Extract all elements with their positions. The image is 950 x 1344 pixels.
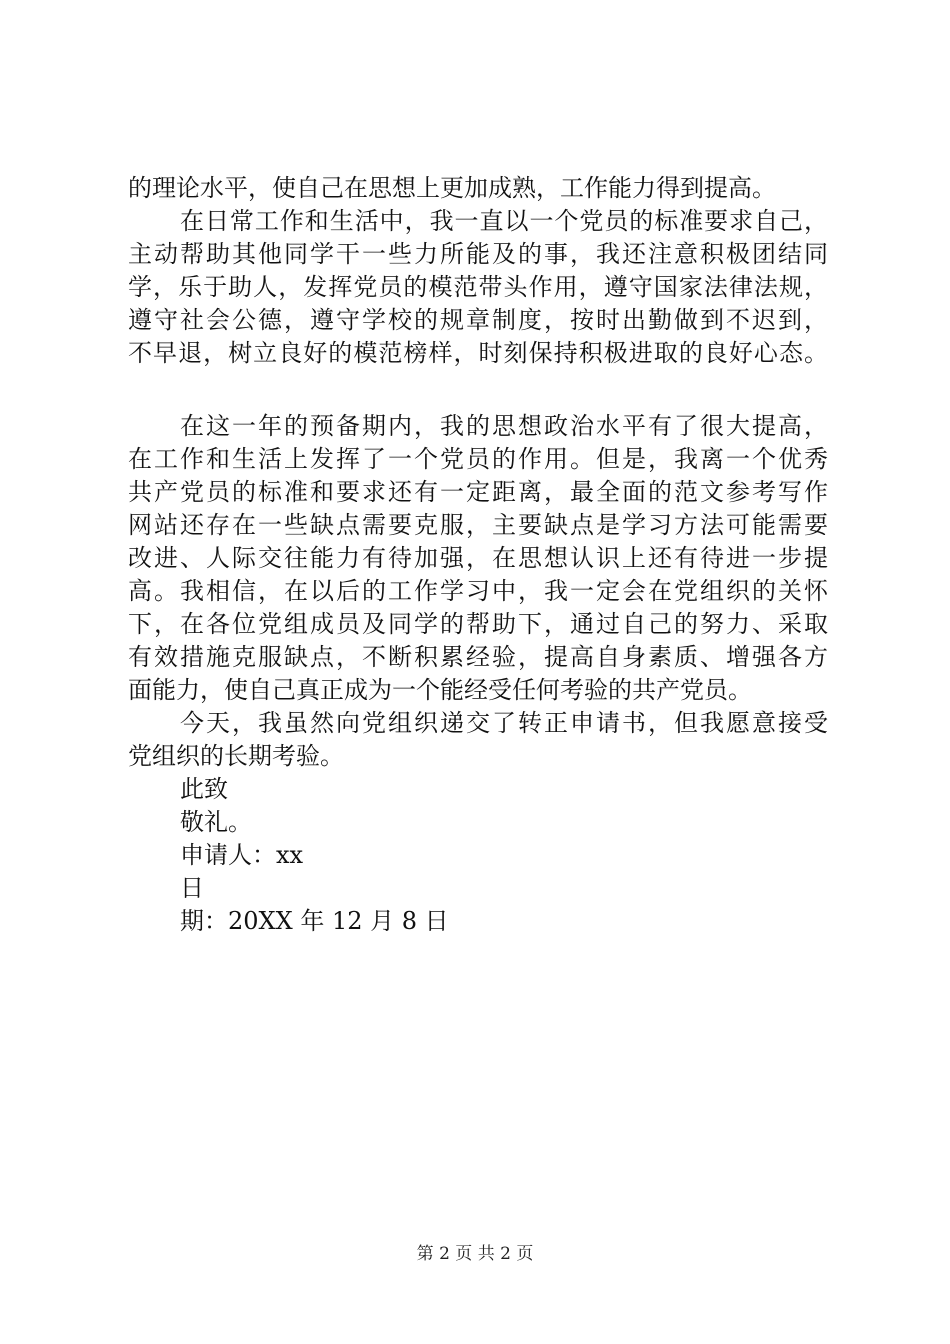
date-label-part: 日 <box>180 874 204 902</box>
text-line: 学，乐于助人，发挥党员的模范带头作用，遵守国家法律法规， <box>128 273 828 301</box>
text-line: 下，在各位党组成员及同学的帮助下，通过自己的努力、采取 <box>128 610 828 638</box>
text-line: 高。我相信，在以后的工作学习中，我一定会在党组织的关怀 <box>128 577 828 605</box>
text-line: 共产党员的标准和要求还有一定距离，最全面的范文参考写作 <box>128 478 828 506</box>
text-line: 在日常工作和生活中，我一直以一个党员的标准要求自己， <box>180 207 828 235</box>
paragraph-spacer <box>128 370 828 410</box>
text-line: 的理论水平，使自己在思想上更加成熟，工作能力得到提高。 <box>128 174 776 202</box>
paragraph-1 <box>128 172 828 205</box>
salutation: 此致 <box>180 775 228 803</box>
text-line: 主动帮助其他同学干一些力所能及的事，我还注意积极团结同 <box>128 240 828 268</box>
text-line: 改进、人际交往能力有待加强，在思想认识上还有待进一步提 <box>128 544 828 572</box>
text-line: 面能力，使自己真正成为一个能经受任何考验的共产党员。 <box>128 676 752 704</box>
paragraph-4 <box>128 707 828 773</box>
applicant: 申请人：xx <box>180 841 304 869</box>
date: 期：20XX 年 12 月 8 日 <box>180 907 449 935</box>
paragraph-2 <box>128 205 828 370</box>
paragraph-3 <box>128 410 828 707</box>
document-body <box>128 172 828 938</box>
text-line: 不早退，树立良好的模范榜样，时刻保持积极进取的良好心态。 <box>128 339 828 367</box>
regards: 敬礼。 <box>180 808 252 836</box>
text-line: 今天，我虽然向党组织递交了转正申请书，但我愿意接受 <box>180 709 828 737</box>
text-line: 党组织的长期考验。 <box>128 742 344 770</box>
text-line: 在这一年的预备期内，我的思想政治水平有了很大提高， <box>180 412 828 440</box>
text-line: 有效措施克服缺点，不断积累经验，提高自身素质、增强各方 <box>128 643 828 671</box>
text-line: 遵守社会公德，遵守学校的规章制度，按时出勤做到不迟到， <box>128 306 828 334</box>
page-footer: 第 2 页 共 2 页 <box>416 1244 534 1264</box>
text-line: 网站还存在一些缺点需要克服，主要缺点是学习方法可能需要 <box>128 511 828 539</box>
text-line: 在工作和生活上发挥了一个党员的作用。但是，我离一个优秀 <box>128 445 828 473</box>
closing-block <box>128 773 828 938</box>
